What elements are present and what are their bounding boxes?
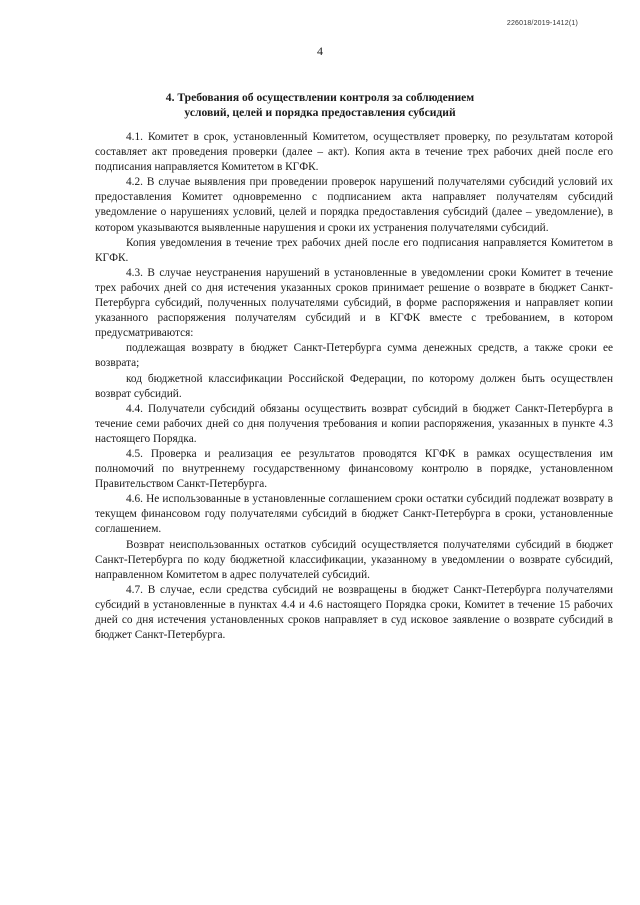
section-heading-line-1: 4. Требования об осуществлении контроля за соблюдением [165, 91, 475, 104]
paragraph-4-5: 4.5. Проверка и реализация ее результатов проводятся КГФК в рамках осуществления им полномочий по внутреннему государственному финансовому контролю в порядке, установленном Правительством Санкт-Петербурга. [95, 447, 613, 491]
paragraph-budget-code: код бюджетной классификации Российской Федерации, по которому должен быть осуществлен возврат субсидий. [95, 372, 613, 400]
paragraph-4-4: 4.4. Получатели субсидий обязаны осуществить возврат субсидий в бюджет Санкт-Петербурга в течение семи рабочих дней со дня получения требования и копии распоряжения, указанных в пункте 4.3 настоящего Порядка. [95, 402, 613, 445]
paragraph-return-amount: подлежащая возврату в бюджет Санкт-Петербурга сумма денежных средств, а также сроки ее возврата; [95, 342, 613, 370]
document-registration-number: 226018/2019-1412(1) [506, 20, 578, 27]
paragraph-4-6: 4.6. Не использованные в установленные соглашением сроки остатки субсидий подлежат возврату в текущем финансовом году получателями субсидий в бюджет Санкт-Петербурга в сроки, установленные соглашением. [95, 493, 613, 536]
document-body [95, 130, 613, 643]
paragraph-4-7: 4.7. В случае, если средства субсидий не возвращены в бюджет Санкт-Петербурга получателями субсидий в установленные в пунктах 4.4 и 4.6 настоящего Порядка сроки, Комитет в течение 15 рабочих дней со дня истечения установленных сроков направляет в суд исковое заявление о возврате субсидий в бюджет Санкт-Петербурга. [95, 583, 613, 642]
section-heading [96, 90, 544, 120]
page-number: 4 [317, 44, 323, 58]
paragraph-notification-copy: Копия уведомления в течение трех рабочих дней после его подписания направляется Комитетом в КГФК. [95, 236, 613, 264]
paragraph-4-1: 4.1. Комитет в срок, установленный Комитетом, осуществляет проверку, по результатам которой составляет акт проведения проверки (далее – акт). Копия акта в течение трех рабочих дней после его подписания направляется Комитетом в КГФК. [95, 131, 613, 174]
section-heading-line-2: условий, целей и порядка предоставления субсидий [184, 106, 456, 119]
paragraph-unused-remainder-return: Возврат неиспользованных остатков субсидий осуществляется получателями субсидий в бюджет Санкт-Петербурга по коду бюджетной классификации, указанному в уведомлении о возврате субсидий, направленном Комитетом в адрес получателей субсидий. [95, 538, 613, 581]
paragraph-4-3: 4.3. В случае неустранения нарушений в установленные в уведомлении сроки Комитет в течение трех рабочих дней со дня истечения указанных сроков принимает решение о возврате в бюджет Санкт-Петербурга субсидий, полученных получателями субсидий, в форме распоряжения и направляет копии указанного распоряжения получателям субсидий и в КГФК вместе с требованием, в котором предусматриваются: [95, 266, 613, 340]
paragraph-4-2: 4.2. В случае выявления при проведении проверок нарушений получателями субсидий условий их предоставления Комитет одновременно с подписанием акта направляет получателям субсидий уведомление о нарушениях условий, целей и порядка предоставления субсидий (далее – уведомление), в котором указываются выявленные нарушения и сроки их устранения получателями субсидий. [95, 176, 613, 234]
